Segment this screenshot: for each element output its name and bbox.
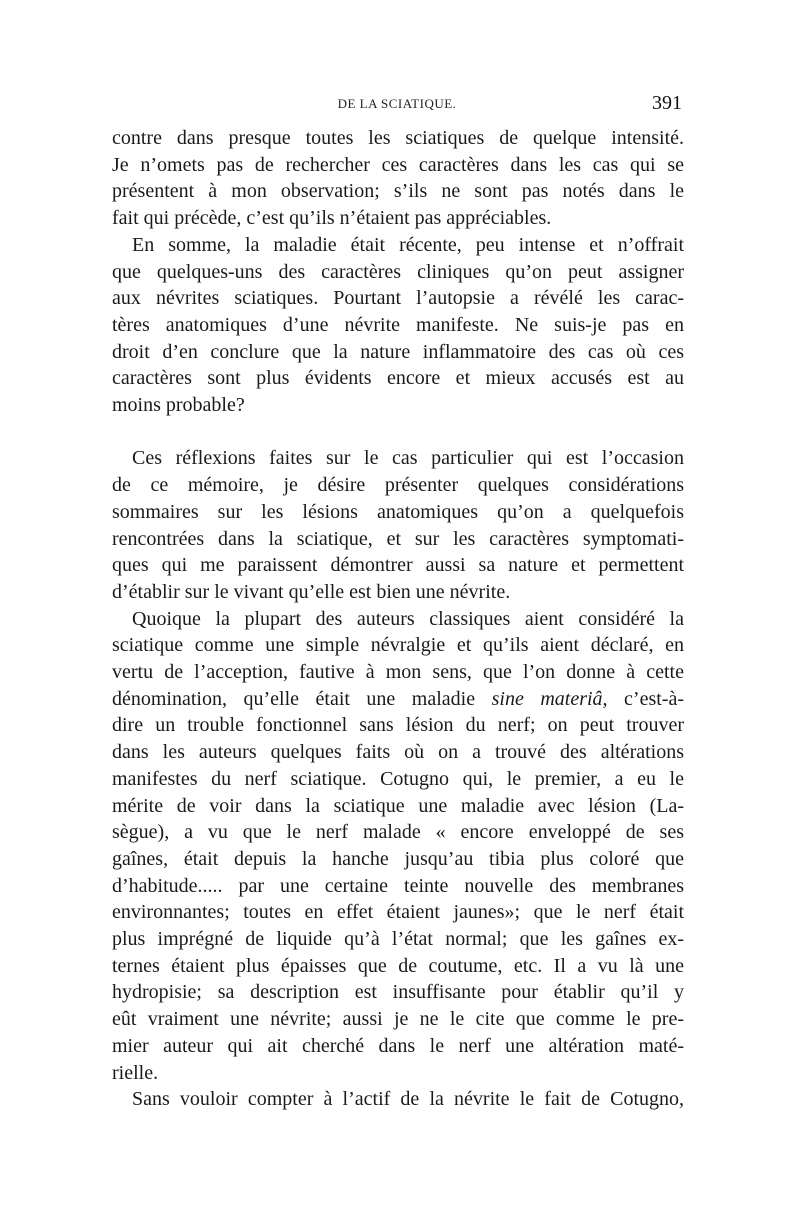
text-line: eût vraiment une névrite; aussi je ne le cite que comme le pre- bbox=[112, 1008, 684, 1031]
text-line-with-italic bbox=[112, 686, 684, 713]
text-line: présentent à mon observation; s’ils ne sont pas notés dans le bbox=[112, 180, 684, 203]
paragraph-4 bbox=[112, 606, 684, 1087]
paragraph-1 bbox=[112, 125, 684, 232]
text-line: tères anatomiques d’une névrite manifeste. Ne suis-je pas en bbox=[112, 313, 684, 336]
text-segment: c’est-à- bbox=[607, 687, 684, 710]
text-line: sciatique comme une simple névralgie et qu’ils aient déclaré, en bbox=[112, 634, 684, 657]
text-line: Je n’omets pas de rechercher ces caractères dans les cas qui se bbox=[112, 153, 684, 176]
italic-phrase: sine materiâ, bbox=[491, 687, 608, 710]
body-text bbox=[112, 125, 684, 1113]
text-line: dans les auteurs quelques faits où on a trouvé des altérations bbox=[112, 741, 684, 764]
text-line: ternes étaient plus épaisses que de coutume, etc. Il a vu là une bbox=[112, 954, 684, 977]
text-line: caractères sont plus évidents encore et mieux accusés est au bbox=[112, 367, 684, 390]
paragraph-3 bbox=[112, 445, 684, 605]
text-line: dire un trouble fonctionnel sans lésion du nerf; on peut trouver bbox=[112, 714, 684, 737]
text-line: ques qui me paraissent démontrer aussi sa nature et permettent bbox=[112, 554, 684, 577]
paragraph-5 bbox=[112, 1086, 684, 1113]
text-line: sommaires sur les lésions anatomiques qu’on a quelquefois bbox=[112, 500, 684, 523]
page-number: 391 bbox=[652, 92, 682, 114]
text-line: d’habitude..... par une certaine teinte nouvelle des membranes bbox=[112, 874, 684, 897]
paragraph-2 bbox=[112, 232, 684, 419]
text-line: d’établir sur le vivant qu’elle est bien une névrite. bbox=[112, 580, 511, 603]
text-line: En somme, la maladie était récente, peu intense et n’offrait bbox=[132, 233, 684, 256]
text-line: sègue), a vu que le nerf malade « encore enveloppé de ses bbox=[112, 821, 684, 844]
text-line: rencontrées dans la sciatique, et sur les caractères symptomati- bbox=[112, 527, 684, 550]
text-line: gaînes, était depuis la hanche jusqu’au tibia plus coloré que bbox=[112, 847, 684, 870]
text-line: vertu de l’acception, fautive à mon sens, que l’on donne à cette bbox=[112, 661, 684, 684]
text-line: plus imprégné de liquide qu’à l’état normal; que les gaînes ex- bbox=[112, 928, 684, 951]
text-line: aux névrites sciatiques. Pourtant l’autopsie a révélé les carac- bbox=[112, 287, 684, 310]
paragraph-gap bbox=[112, 419, 684, 446]
text-line: moins probable? bbox=[112, 394, 245, 417]
text-line: Ces réflexions faites sur le cas particulier qui est l’occasion bbox=[132, 447, 684, 470]
text-line: rielle. bbox=[112, 1061, 159, 1084]
text-line: que quelques-uns des caractères cliniques qu’on peut assigner bbox=[112, 260, 684, 283]
text-line: Quoique la plupart des auteurs classiques aient considéré la bbox=[132, 607, 684, 630]
page-header bbox=[112, 92, 682, 118]
text-line: manifestes du nerf sciatique. Cotugno qui, le premier, a eu le bbox=[112, 767, 684, 790]
text-line: mier auteur qui ait cherché dans le nerf une altération maté- bbox=[112, 1034, 684, 1057]
running-head: DE LA SCIATIQUE. bbox=[337, 96, 457, 111]
text-line: contre dans presque toutes les sciatiques de quelque intensité. bbox=[112, 127, 684, 149]
text-segment: dénomination, qu’elle était une maladie bbox=[112, 687, 492, 710]
text-line: environnantes; toutes en effet étaient jaunes»; que le nerf était bbox=[112, 901, 684, 924]
text-line: Sans vouloir compter à l’actif de la névrite le fait de Cotugno, bbox=[132, 1088, 684, 1111]
text-line: droit d’en conclure que la nature inflammatoire des cas où ces bbox=[112, 340, 684, 363]
text-line: fait qui précède, c’est qu’ils n’étaient pas appréciables. bbox=[112, 207, 552, 230]
text-line: de ce mémoire, je désire présenter quelques considérations bbox=[112, 474, 684, 497]
text-line: mérite de voir dans la sciatique une maladie avec lésion (La- bbox=[112, 794, 684, 817]
text-line: hydropisie; sa description est insuffisante pour établir qu’il y bbox=[112, 981, 684, 1004]
